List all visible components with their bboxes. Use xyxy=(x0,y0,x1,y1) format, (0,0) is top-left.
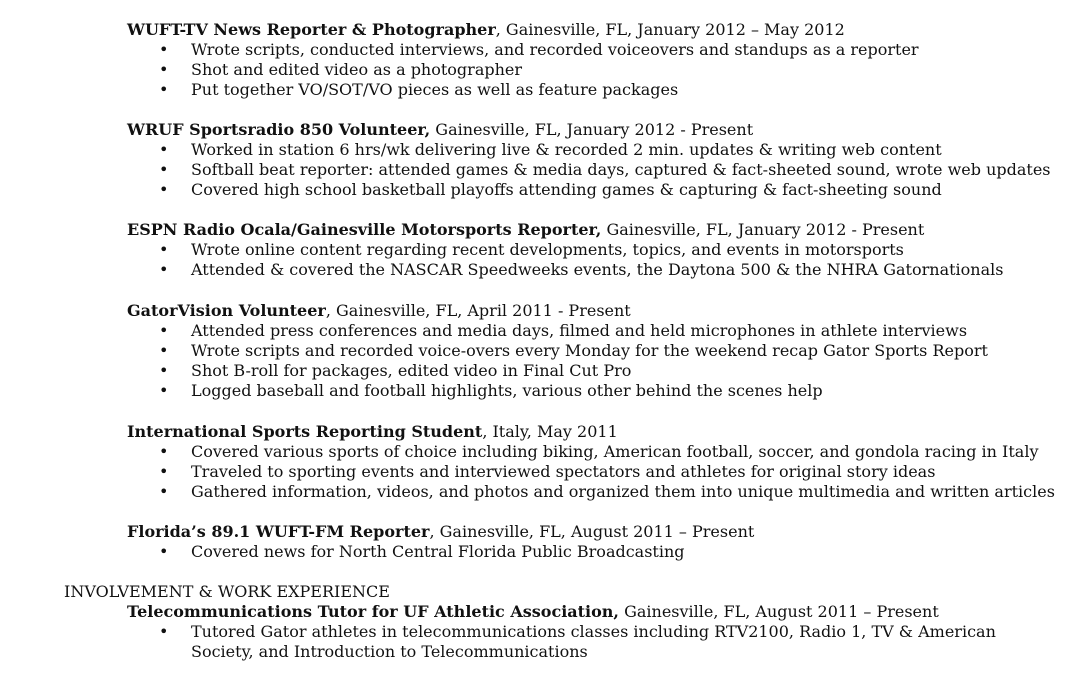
bullet-dot: • xyxy=(159,260,169,279)
bullet-item xyxy=(127,442,1057,462)
bullet-dot: • xyxy=(159,321,169,340)
entry-title-bold: GatorVision Volunteer xyxy=(127,301,326,320)
entry-title xyxy=(127,120,1057,140)
bullet-text: Attended press conferences and media days, filmed and held microphones in athlete interviews xyxy=(191,321,968,340)
bullet-dot: • xyxy=(159,542,169,561)
experience-entry-espn-radio xyxy=(127,220,1057,280)
entry-title-details: Gainesville, FL, January 2012 - Present xyxy=(430,120,754,139)
bullet-list xyxy=(127,40,1057,100)
entry-title-bold: International Sports Reporting Student xyxy=(127,422,483,441)
bullet-text: Worked in station 6 hrs/wk delivering live & recorded 2 min. updates & writing web content xyxy=(191,140,942,159)
entry-title xyxy=(127,602,1057,622)
bullet-text: Shot B-roll for packages, edited video in Final Cut Pro xyxy=(191,361,632,380)
bullet-text: Covered high school basketball playoffs attending games & capturing & fact-sheeting sound xyxy=(191,180,942,199)
bullet-dot: • xyxy=(159,361,169,380)
bullet-list xyxy=(127,622,1057,662)
bullet-dot: • xyxy=(159,341,169,360)
entry-title-bold: Florida’s 89.1 WUFT-FM Reporter xyxy=(127,522,430,541)
entry-title xyxy=(127,422,1057,442)
bullet-text: Softball beat reporter: attended games & media days, captured & fact-sheeted sound, wrote web updates xyxy=(191,160,1051,179)
entry-title-details: , Gainesville, FL, August 2011 – Present xyxy=(429,522,755,541)
bullet-text: Covered news for North Central Florida Public Broadcasting xyxy=(191,542,685,561)
bullet-item xyxy=(127,40,1057,60)
bullet-dot: • xyxy=(159,60,169,79)
bullet-dot: • xyxy=(159,40,169,59)
bullet-text: Shot and edited video as a photographer xyxy=(191,60,523,79)
bullet-item xyxy=(127,381,1057,401)
bullet-item xyxy=(127,240,1057,260)
bullet-item xyxy=(127,462,1057,482)
experience-entry-italy xyxy=(127,422,1057,502)
bullet-item xyxy=(127,542,1057,562)
bullet-text: Traveled to sporting events and interviewed spectators and athletes for original story ideas xyxy=(191,462,936,481)
bullet-item xyxy=(127,321,1057,341)
experience-entry-wuft-tv xyxy=(127,20,1057,100)
entry-title-details: Gainesville, FL, January 2012 - Present xyxy=(601,220,925,239)
entry-title-details: Gainesville, FL, August 2011 – Present xyxy=(618,602,939,621)
bullet-item xyxy=(127,482,1057,502)
bullet-text: Wrote scripts, conducted interviews, and recorded voiceovers and standups as a reporter xyxy=(191,40,919,59)
bullet-dot: • xyxy=(159,442,169,461)
bullet-list xyxy=(127,321,1057,401)
involvement-entry-tutor xyxy=(127,602,1057,662)
bullet-text: Wrote online content regarding recent developments, topics, and events in motorsports xyxy=(191,240,904,259)
experience-entry-wruf xyxy=(127,120,1057,200)
bullet-dot: • xyxy=(159,462,169,481)
bullet-text: Put together VO/SOT/VO pieces as well as feature packages xyxy=(191,80,679,99)
bullet-item xyxy=(127,180,1057,200)
bullet-text: Covered various sports of choice including biking, American football, soccer, and gondola racing in Italy xyxy=(191,442,1039,461)
bullet-item xyxy=(127,341,1057,361)
bullet-list xyxy=(127,442,1057,502)
bullet-dot: • xyxy=(159,80,169,99)
bullet-item xyxy=(127,622,1051,662)
section-heading: INVOLVEMENT & WORK EXPERIENCE xyxy=(64,582,390,601)
entry-title xyxy=(127,220,1057,240)
experience-entry-gatorvision xyxy=(127,301,1057,401)
entry-title-bold: ESPN Radio Ocala/Gainesville Motorsports Reporter, xyxy=(127,220,602,239)
bullet-item xyxy=(127,60,1057,80)
bullet-list xyxy=(127,240,1057,280)
bullet-dot: • xyxy=(159,622,169,641)
bullet-dot: • xyxy=(159,140,169,159)
bullet-dot: • xyxy=(159,180,169,199)
entry-title xyxy=(127,301,1057,321)
entry-title-details: , Italy, May 2011 xyxy=(482,422,618,441)
bullet-dot: • xyxy=(159,160,169,179)
bullet-text: Gathered information, videos, and photos and organized them into unique multimedia and written articles xyxy=(191,482,1055,501)
entry-title-bold: WRUF Sportsradio 850 Volunteer, xyxy=(127,120,431,139)
entry-title-bold: WUFT-TV News Reporter & Photographer xyxy=(127,20,496,39)
bullet-list xyxy=(127,542,1057,562)
bullet-item xyxy=(127,361,1057,381)
bullet-dot: • xyxy=(159,482,169,501)
bullet-dot: • xyxy=(159,381,169,400)
bullet-item xyxy=(127,140,1057,160)
bullet-dot: • xyxy=(159,240,169,259)
bullet-text: Logged baseball and football highlights, various other behind the scenes help xyxy=(191,381,823,400)
experience-entry-wuft-fm xyxy=(127,522,1057,562)
bullet-text: Wrote scripts and recorded voice-overs every Monday for the weekend recap Gator Sports Report xyxy=(191,341,988,360)
bullet-item xyxy=(127,80,1057,100)
entry-title-details: , Gainesville, FL, April 2011 - Present xyxy=(325,301,631,320)
entry-title-bold: Telecommunications Tutor for UF Athletic Association, xyxy=(127,602,619,621)
bullet-item xyxy=(127,260,1057,280)
entry-title xyxy=(127,522,1057,542)
entry-title-details: , Gainesville, FL, January 2012 – May 2012 xyxy=(495,20,845,39)
bullet-list xyxy=(127,140,1057,200)
bullet-text: Attended & covered the NASCAR Speedweeks events, the Daytona 500 & the NHRA Gatornationals xyxy=(191,260,1004,279)
bullet-item xyxy=(127,160,1057,180)
bullet-text: Tutored Gator athletes in telecommunications classes including RTV2100, Radio 1, TV & American Society, and Introduction to Telecommunications xyxy=(191,622,996,661)
entry-title xyxy=(127,20,1057,40)
